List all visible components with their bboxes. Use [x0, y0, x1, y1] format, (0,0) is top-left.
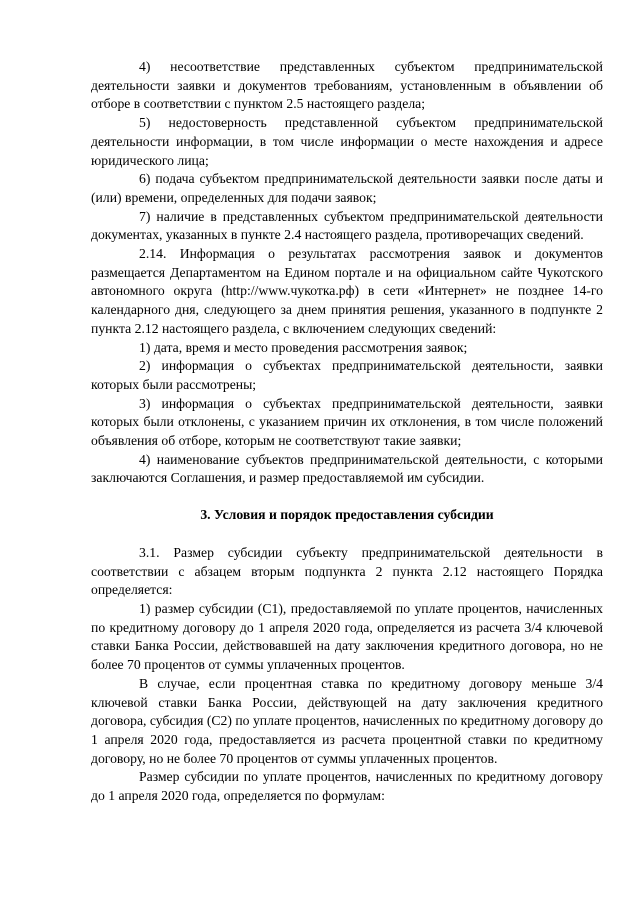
subsidy-c1-paragraph: 1) размер субсидии (С1), предоставляемой по уплате процентов, начисленных по кредитному договору до 1 апреля 2020 года, определяется из расчета 3/4 ключевой ставки Банка России, действовавшей на дату заключения кредитного договора, но не более 70 процентов от суммы уплаченных процентов.: [91, 600, 603, 673]
list-item-4: 4) наименование субъектов предпринимательской деятельности, с которыми заключаются Соглашения, и размер предоставляемой им субсидии.: [91, 451, 603, 486]
clause-item-6: 6) подача субъектом предпринимательской деятельности заявки после даты и (или) времени, определенных для подачи заявок;: [91, 171, 603, 205]
subsidy-c2-paragraph: В случае, если процентная ставка по кредитному договору меньше 3/4 ключевой ставки Банка России, действующей на дату заключения кредитного договора, субсидия (С2) по уплате процентов, начисленных по кредитному договору до 1 апреля 2020 года, предоставляется из расчета процентной ставки по кредитному договору, но не более 70 процентов от суммы уплаченных процентов.: [91, 675, 603, 766]
list-item-2: 2) информация о субъектах предпринимательской деятельности, заявки которых были рассмотрены;: [91, 358, 603, 392]
clause-item-7: 7) наличие в представленных субъектом предпринимательской деятельности документах, указанных в пункте 2.4 настоящего раздела, противоречащих сведений.: [91, 208, 603, 243]
list-item-1: 1) дата, время и место проведения рассмотрения заявок;: [139, 339, 468, 355]
formula-intro-paragraph: Размер субсидии по уплате процентов, начисленных по кредитному договору до 1 апреля 2020 года, определяется по формулам:: [91, 769, 603, 804]
document-page: [91, 58, 603, 806]
clause-3-1: 3.1. Размер субсидии субъекту предпринимательской деятельности в соответствии с абзацем вторым подпункта 2 пункта 2.12 настоящего Порядка определяется:: [91, 544, 603, 598]
clause-item-4: 4) несоответствие представленных субъектом предпринимательской деятельности заявки и документов требованиям, установленным в объявлении об отборе в соответствии с пунктом 2.5 настоящего раздела;: [91, 59, 603, 112]
clause-item-5: 5) недостоверность представленной субъектом предпринимательской деятельности информации, в том числе информации о месте нахождения и адресе юридического лица;: [91, 115, 603, 168]
section-heading: 3. Условия и порядок предоставления субсидии: [200, 507, 494, 523]
clause-2-14: 2.14. Информация о результатах рассмотрения заявок и документов размещается Департаментом на Едином портале и на официальном сайте Чукотского автономного округа (http://www.чукотка.рф) в сети «Интернет» не позднее 14-го календарного дня, следующего за днем принятия решения, указанного в подпункте 2 пункта 2.12 настоящего раздела, с включением следующих сведений:: [91, 246, 603, 336]
list-item-3: 3) информация о субъектах предпринимательской деятельности, заявки которых были отклонены, с указанием причин их отклонения, в том числе положений объявления об отборе, которым не соответствуют такие заявки;: [91, 395, 603, 449]
